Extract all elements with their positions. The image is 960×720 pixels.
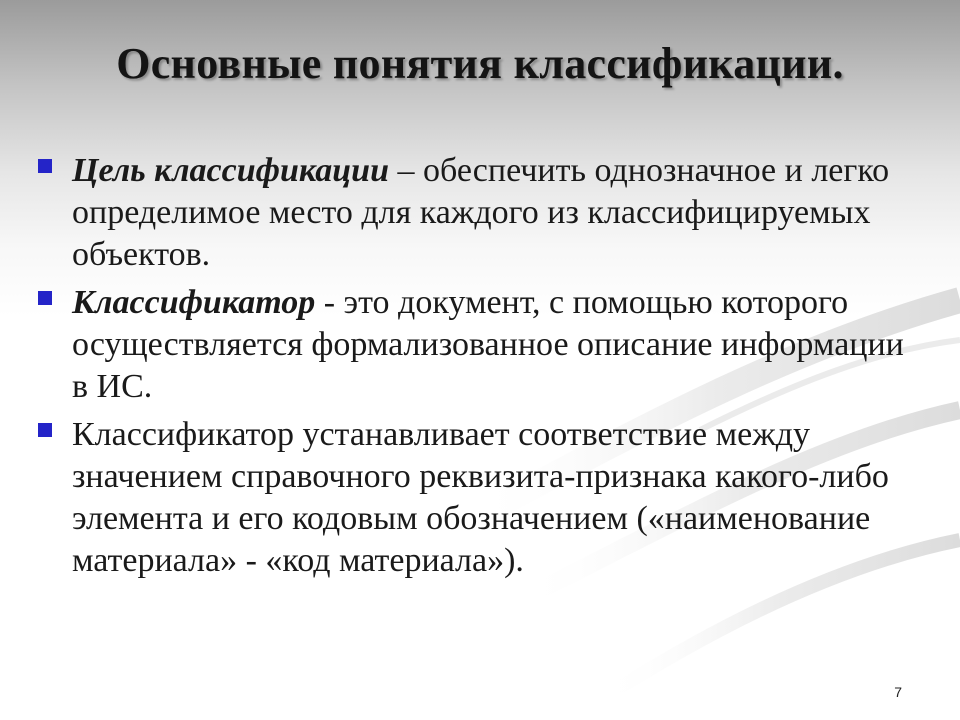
bullet-text: Классификатор устанавливает соответствие между значением справочного реквизита-признака какого-либо элемента и его кодовым обозначением («наименование материала» - «код материала»).: [72, 416, 889, 579]
bullet-item: [36, 282, 916, 408]
bullet-item: [36, 150, 916, 276]
page-number: 7: [894, 684, 902, 700]
square-bullet-icon: [38, 423, 52, 437]
bullet-text: - это документ, с помощью которого осуществляется формализованное описание информации в ИС.: [72, 284, 904, 405]
bullet-list: [36, 150, 916, 582]
square-bullet-icon: [38, 159, 52, 173]
bullet-term: Классификатор: [72, 284, 316, 321]
square-bullet-icon: [38, 291, 52, 305]
bullet-item: [36, 414, 916, 582]
slide-title: Основные понятия классификации.: [116, 39, 844, 88]
bullet-term: Цель классификации: [72, 152, 389, 189]
bullet-text: – обеспечить однозначное и легко определимое место для каждого из классифицируемых объектов.: [72, 152, 890, 273]
